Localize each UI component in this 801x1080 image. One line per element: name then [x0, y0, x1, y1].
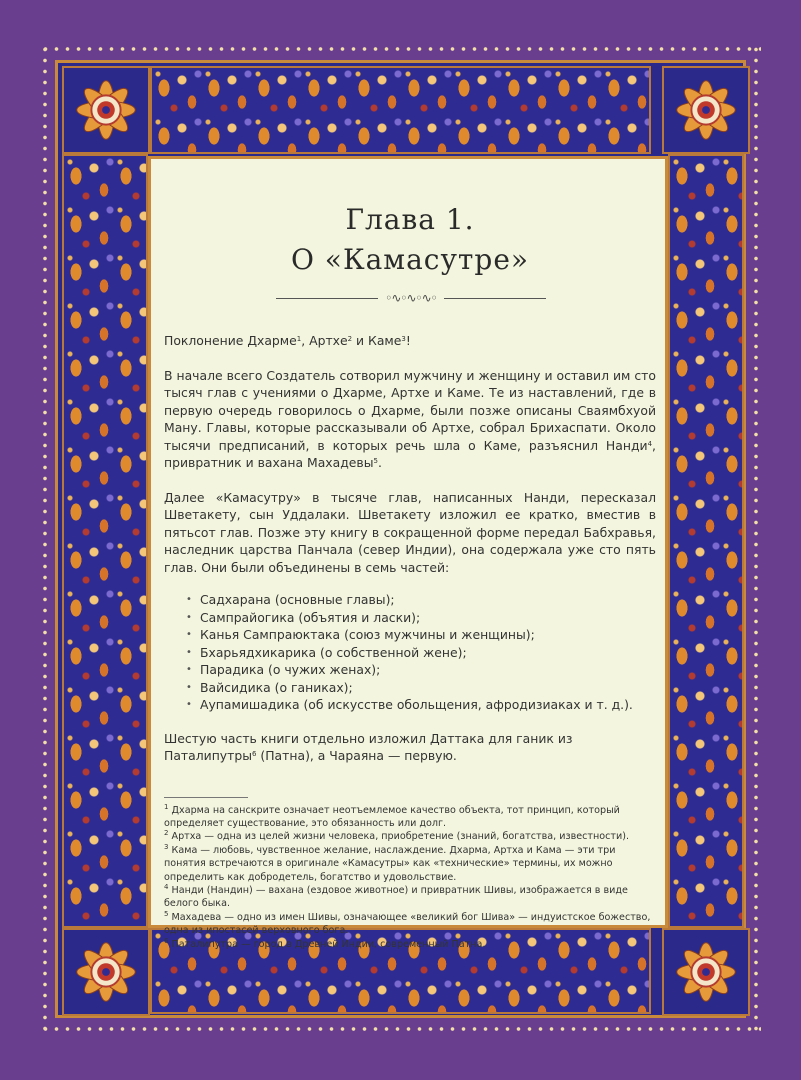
title-divider: [276, 292, 546, 306]
parts-list: [186, 591, 656, 714]
dotted-border-left: [40, 44, 50, 1034]
paragraph-history: Далее «Камасутру» в тысяче глав, написанных Нанди, пересказал Шветакету, сын Уддалаки. Шветакету изложил ее кратко, вместив в пятьсот глав. Позже эту книгу в сокращенной форме передал Бабхравья, наследник царства Панчала (север Индии), она содержала уже сто пять глав. Они были объединены в семь частей:: [164, 489, 656, 575]
list-item: • Вайсидика (о ганиках);: [186, 679, 656, 697]
paragraph-sixth-part: Шестую часть книги отдельно изложил Даттака для ганик из Паталипутры$^6$ (Патна), а Чараяна — первую.: [164, 730, 573, 763]
chapter-title-line1: Глава 1.: [345, 203, 475, 236]
footnote: $^5$ Махадева — одно из имен Шивы, означающее «великий бог Шива» — индуистское божество, одна из ипостасей верховного бога.: [164, 909, 651, 937]
footnote: $^3$ Кама — любовь, чувственное желание, наслаждение. Дхарма, Артха и Кама — эти три понятия встречаются в оригинале «Камасутры» как «технические» термины, их можно определить как добродетель, богатство и удовольствие.: [164, 842, 616, 883]
lotus-flower-icon: [662, 66, 750, 154]
chapter-title: [164, 200, 656, 280]
footnote: $^2$ Артха — одна из целей жизни человека, приобретение (знаний, богатства, известности).: [164, 829, 630, 843]
lotus-flower-icon: [62, 928, 150, 1016]
list-item: • Бхарьядхикарика (о собственной жене);: [186, 644, 656, 662]
list-item: • Парадика (о чужих женах);: [186, 661, 656, 679]
paragraph-creation: В начале всего Создатель сотворил мужчину и женщину и оставил им сто тысяч глав с учениями о Дхарме, Артхе и Каме. Те из наставлений, где в первую очередь говорилось о Дхарме, были позже описаны Сваямбхуой Ману. Главы, которые рассказывали об Артхе, собрал Брихаспати. Около тысячи предписаний, в которых речь шла о Каме, разъяснил Нанди$^4$, привратник и вахана Махадевы$^5$.: [164, 367, 656, 470]
dotted-border-bottom: [40, 1024, 761, 1034]
footnote: $^4$ Нанди (Нандин) — вахана (ездовое животное) и привратник Шивы, изображается в виде белого быка.: [164, 882, 628, 910]
list-item: • Канья Сампраюктака (союз мужчины и женщины);: [186, 626, 656, 644]
chapter-title-line2: О «Камасутре»: [290, 243, 530, 276]
paisley-band-left: [62, 154, 148, 928]
list-item: • Сампрайогика (объятия и ласки);: [186, 609, 656, 627]
paisley-band-top: [150, 66, 651, 154]
paisley-band-right: [668, 154, 744, 928]
paragraph-invocation: Поклонение Дхарме$^1$, Артхе$^2$ и Каме$^3$!: [164, 333, 411, 348]
lotus-flower-icon: [662, 928, 750, 1016]
dotted-border-top: [40, 44, 761, 54]
list-item: • Аупамишадика (об искусстве обольщения, афродизиаках и т. д.).: [186, 696, 656, 714]
page-content: [164, 170, 656, 951]
divider-ornament: ◦∿◦∿◦∿◦: [385, 291, 437, 305]
lotus-flower-icon: [62, 66, 150, 154]
footnotes: [164, 804, 656, 951]
dotted-border-right: [751, 44, 761, 1034]
list-item: • Садхарана (основные главы);: [186, 591, 656, 609]
footnote: $^6$ Паталипутра — город в Древней Индии, современный Патна.: [164, 936, 486, 950]
footnote: $^1$ Дхарма на санскрите означает неотъемлемое качество объекта, тот принцип, который определяет существование, это обязанность или долг.: [164, 802, 620, 829]
footnote-rule: [164, 797, 248, 798]
